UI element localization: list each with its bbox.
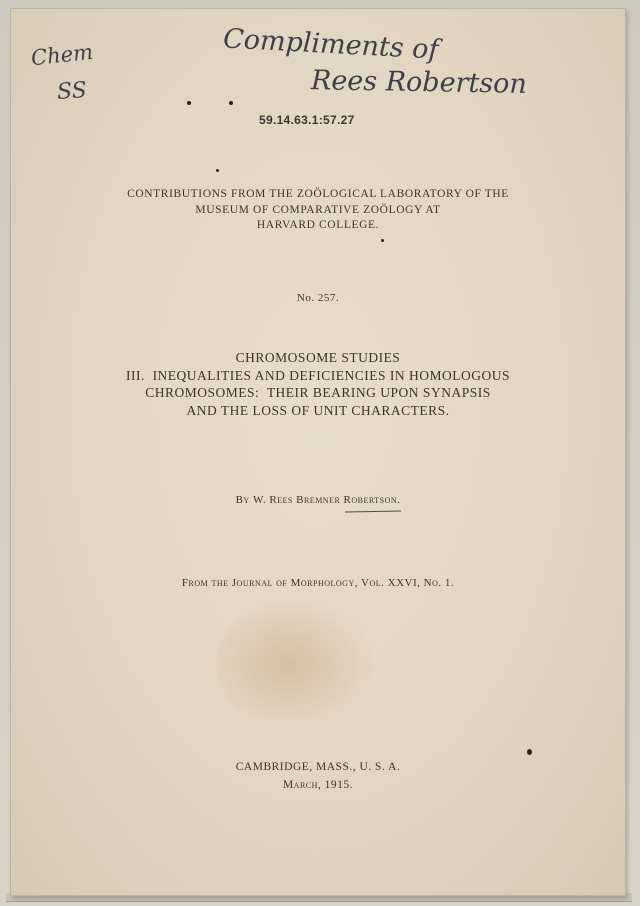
contribution-number: No. 257.	[296, 292, 340, 304]
paper-stain	[216, 599, 376, 729]
publication-city: CAMBRIDGE, MASS., U. S. A.	[235, 761, 401, 773]
title-line: CHROMOSOMES: THEIR BEARING UPON SYNAPSIS	[145, 385, 491, 400]
contributions-line: CONTRIBUTIONS FROM THE ZOÖLOGICAL LABORATORY OF THE	[127, 188, 509, 200]
contributions-line: HARVARD COLLEGE.	[256, 219, 380, 231]
journal-reference: From the Journal of Morphology, Vol. XXVI, No. 1.	[181, 577, 455, 589]
publication-place	[11, 758, 625, 794]
handwritten-inscription-line1: Compliments of	[222, 23, 440, 66]
title-line: III. INEQUALITIES AND DEFICIENCIES IN HOMOLOGOUS	[125, 367, 511, 383]
title-line: CHROMOSOME STUDIES	[235, 350, 401, 365]
handwritten-corner-note: Chem	[29, 39, 95, 71]
ink-speck	[527, 749, 532, 755]
author-underline	[345, 511, 401, 513]
publication-date: March, 1915.	[282, 779, 354, 791]
contributions-heading	[11, 187, 625, 234]
ink-speck	[229, 101, 233, 105]
contributions-line: MUSEUM OF COMPARATIVE ZOÖLOGY AT	[195, 203, 441, 216]
ink-speck	[216, 169, 219, 172]
document-page	[10, 8, 626, 896]
catalog-number: 59.14.63.1:57.27	[259, 113, 355, 127]
handwritten-corner-mark: SS	[56, 77, 88, 106]
author-prefix: By	[235, 494, 250, 506]
author-line	[11, 494, 625, 506]
handwritten-inscription-line2: Rees Robertson	[310, 65, 528, 100]
title-line: AND THE LOSS OF UNIT CHARACTERS.	[186, 402, 450, 418]
ink-speck	[187, 101, 191, 105]
document-title	[11, 349, 625, 419]
ink-speck	[381, 239, 384, 242]
author-name: W. Rees Bremner Robertson.	[252, 494, 401, 506]
